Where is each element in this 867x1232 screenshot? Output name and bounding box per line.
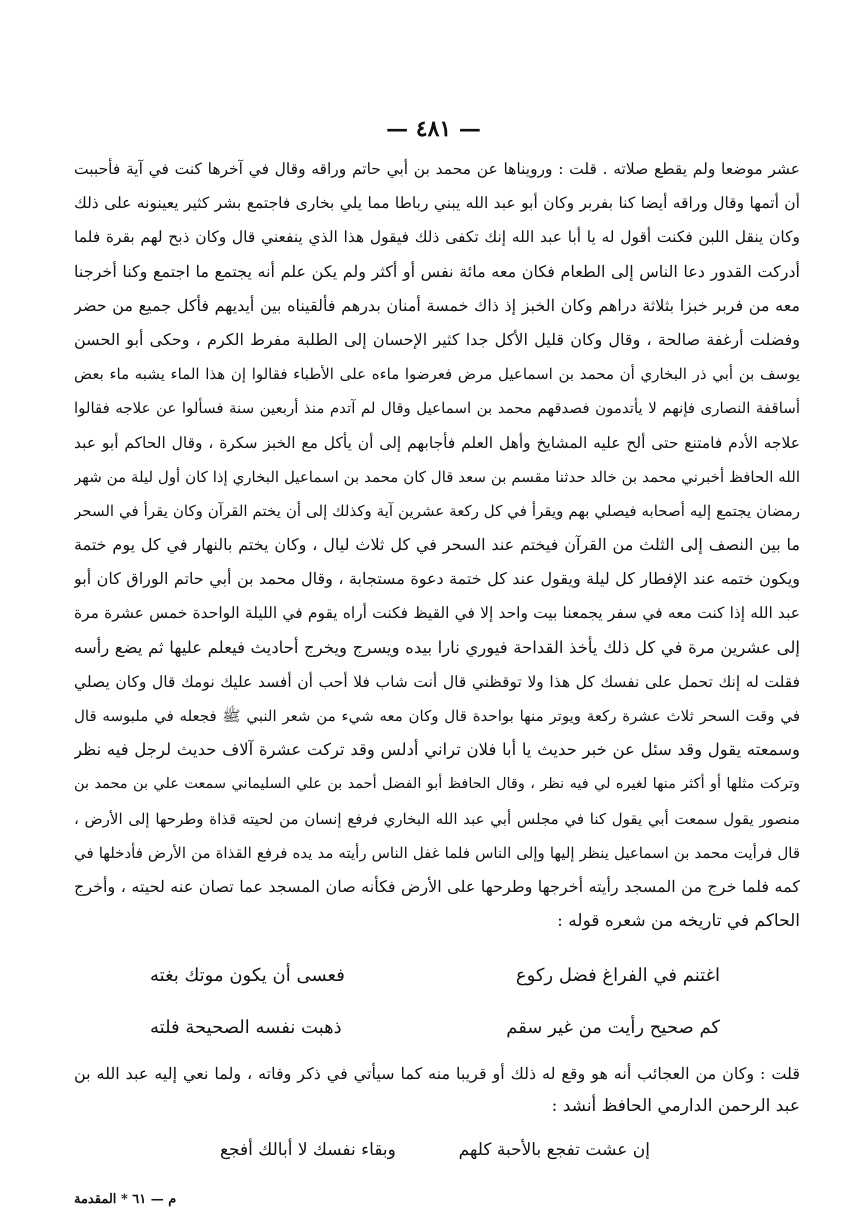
text-line: عبد الله إذا كنت معه في سفر يجمعنا بيت واحد إلا في القيظ فكنت أراه يقوم في الليلة الواحدة خمس عشرة مرة (74, 604, 800, 623)
verse-second-hemistich: ذهبت نفسه الصحيحة فلته (150, 1017, 342, 1038)
text-line: الحاكم في تاريخه من شعره قوله : (557, 911, 800, 932)
text-line: وفضلت أرغفة صالحة ، وقال وكان قليل الأكل جدا كثير الإحسان إلى الطلبة مفرط الكرم ، وحكى أبو الحسن (74, 329, 800, 349)
poem-verse (150, 1008, 720, 1060)
text-line: عبد الرحمن الدارمي الحافظ أنشد : (551, 1096, 800, 1116)
signature-footer: م — ٦١ * المقدمة (74, 1192, 177, 1207)
main-body-text (74, 152, 800, 938)
text-line: منصور يقول سمعت أبي يقول كنا في مجلس أبي عبد الله البخاري فرفع إنسان من لحيته قذاة وطرحها إلى الأرض ، (74, 809, 800, 828)
text-line: وسمعته يقول وقد سئل عن خبر حديث يا أبا فلان تراني أدلس وقد تركت عشرة آلاف حديث لرجل فيه نظر (74, 740, 800, 760)
closing-text (74, 1058, 800, 1122)
text-line: وتركت مثلها أو أكثر منها لغيره لي فيه نظر ، وقال الحافظ أبو الفضل أحمد بن علي السليماني سمعت علي بن محمد بن (74, 776, 800, 793)
verse-first-hemistich: اغتنم في الفراغ فضل ركوع (515, 965, 720, 986)
page-number: — ٤٨١ — (386, 116, 481, 142)
text-line: عشر موضعا ولم يقطع صلاته . قلت : ورويناها عن محمد بن أبي حاتم وراقه وقال في آخرها كنت في آية فأحببت (74, 160, 800, 178)
text-line: علاجه الأدم فامتنع حتى ألح عليه المشايخ وأهل العلم فأجابهم إلى أن يأكل مع الخبز سكرة ، وقال الحاكم أبو عبد (74, 433, 800, 452)
text-line: قلت : وكان من العجائب أنه هو وقع له ذلك أو قريبا منه كما سيأتي في ذكر وفاته ، ولما نعي إليه عبد الله بن (74, 1064, 800, 1083)
text-line: قال فرأيت محمد بن اسماعيل ينظر إليها وإلى الناس فلما غفل الناس رأيته مد يده فرفع القذاة من الأرض فأدخلها في (74, 843, 800, 862)
text-line: وكان ينقل اللبن فكنت أقول له يا أبا عبد الله إنك تكفى ذلك فيقول هذا الذي ينفعني قال وكان ذبح لهم بقرة فلما (74, 228, 800, 247)
final-verse (220, 1135, 650, 1165)
text-line: يوسف بن أبي ذر البخاري أن محمد بن اسماعيل مرض فعرضوا ماءه على الأطباء فقالوا إن هذا الماء يشبه ماء بعض (74, 365, 800, 384)
text-line: فقلت له إنك تحمل على نفسك كل هذا ولا توقظني قال أنت شاب فلا أحب أن أفسد عليك نومك قال وكان يصلي (74, 672, 800, 691)
text-line: كمه فلما خرج من المسجد رأيته أخرجها وطرحها على الأرض فكأنه صان المسجد عما تصان عنه لحيته ، وأخرج (74, 876, 800, 896)
text-line: معه من فربر خبزا بثلاثة دراهم وكان الخبز إذ ذاك خمسة أمنان بدرهم فألقيناه بين أيديهم فأكل جميع من حضر (74, 295, 800, 315)
poem-verse (150, 956, 720, 1008)
poem-block (150, 956, 720, 1060)
verse-second-hemistich: وبقاء نفسك لا أبالك أفجع (220, 1140, 396, 1160)
text-line: ويكون ختمه عند الإفطار كل ليلة ويقول عند كل ختمة دعوة مستجابة ، وقال محمد بن أبي حاتم الوراق كان أبو (74, 569, 800, 589)
text-line: ما بين النصف إلى الثلث من القرآن فيختم عند السحر في كل ثلاث ليال ، وكان يختم بالنهار في كل يوم ختمة (74, 535, 800, 555)
text-line: في وقت السحر ثلاث عشرة ركعة ويوتر منها بواحدة قال وكان معه شيء من شعر النبي ﷺ فجعله في ملبوسه قال (74, 707, 800, 725)
text-line: أساقفة النصارى فإنهم لا يأتدمون فصدقهم محمد بن اسماعيل وقال لم آتدم منذ أربعين سنة فسألوا عن علاجه فقالوا (74, 399, 800, 418)
verse-first-hemistich: إن عشت تفجع بالأحبة كلهم (458, 1140, 650, 1160)
text-line: رمضان يجتمع إليه أصحابه فيصلي بهم ويقرأ في كل ركعة عشرين آية وكذلك إلى أن يختم القرآن وكان يقرأ في السحر (74, 501, 800, 520)
text-line: أدركت القدور دعا الناس إلى الطعام فكان معه مائة نفس أو أكثر ولم يكن علم أنه يجتمع ما اجتمع وكنا أخرجنا (74, 261, 800, 281)
text-line: الله الحافظ أخبرني محمد بن خالد حدثنا مقسم بن سعد قال كان محمد بن اسماعيل البخاري إذا كان أول ليلة من شهر (74, 467, 800, 486)
text-line: إلى عشرين مرة في كل ذلك يأخذ القداحة فيوري نارا بيده ويسرج ويخرج أحاديث فيعلم عليها ثم يضع رأسه (74, 637, 800, 657)
verse-first-hemistich: كم صحيح رأيت من غير سقم (506, 1017, 720, 1038)
verse-second-hemistich: فعسى أن يكون موتك بغته (150, 965, 345, 986)
text-line: أن أتمها وقال وراقه أيضا كنا بفربر وكان أبو عبد الله يبني رباطا مما يلي بخارى فاجتمع بشر كثير يعينونه على ذلك (74, 194, 800, 213)
